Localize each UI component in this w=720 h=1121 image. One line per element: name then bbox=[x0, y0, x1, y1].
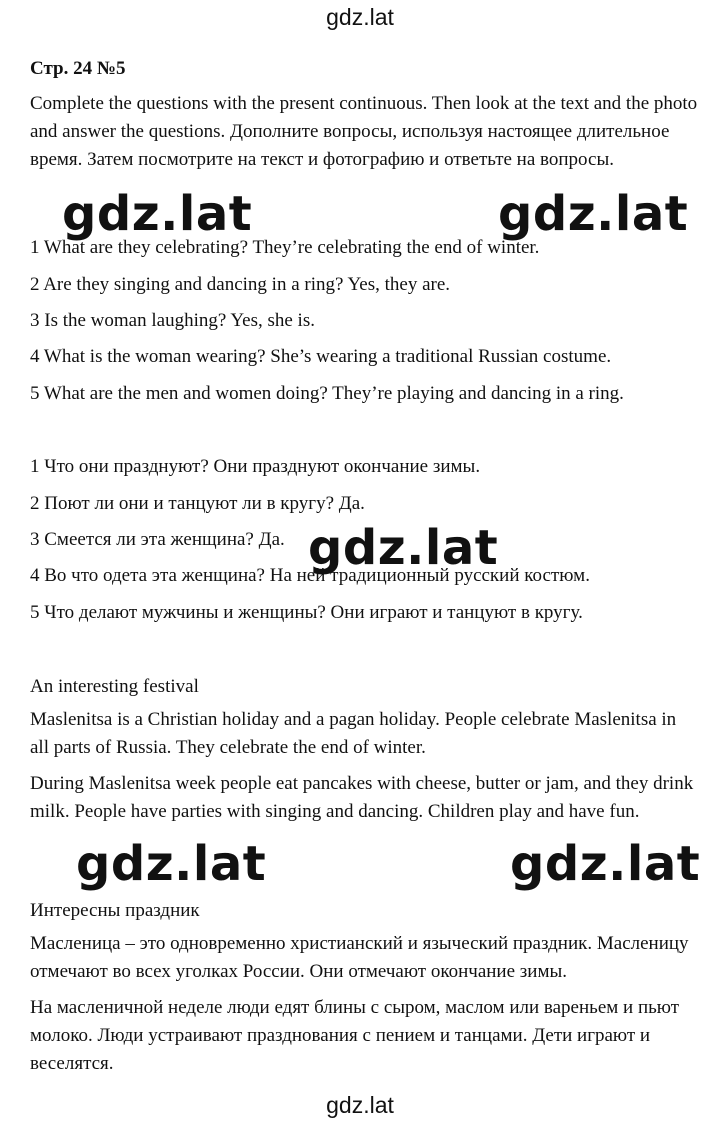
watermark: gdz.lat bbox=[76, 836, 267, 892]
site-label-top: gdz.lat bbox=[326, 4, 394, 30]
answer-ru-4: 4 Во что одета эта женщина? На ней традиционный русский костюм. bbox=[30, 565, 590, 586]
text-en-paragraph-1: Maslenitsa is a Christian holiday and a pagan holiday. People celebrate Maslenitsa in all parts of Russia. They celebrate the end of winter. bbox=[30, 709, 677, 758]
answer-en-4: 4 What is the woman wearing? She’s wearing a traditional Russian costume. bbox=[30, 346, 612, 367]
text-en-title: An interesting festival bbox=[30, 676, 199, 697]
answer-en-3: 3 Is the woman laughing? Yes, she is. bbox=[30, 310, 315, 331]
watermark: gdz.lat bbox=[308, 520, 499, 576]
answer-en-2: 2 Are they singing and dancing in a ring? Yes, they are. bbox=[30, 274, 451, 295]
answer-ru-3: 3 Смеется ли эта женщина? Да. bbox=[30, 529, 285, 550]
watermark: gdz.lat bbox=[62, 186, 253, 242]
watermark: gdz.lat bbox=[498, 186, 689, 242]
instructions-block bbox=[30, 90, 698, 182]
site-label-bottom: gdz.lat bbox=[326, 1092, 394, 1118]
answer-en-1: 1 What are they celebrating? They’re celebrating the end of winter. bbox=[30, 237, 540, 258]
text-en-paragraph-2: During Maslenitsa week people eat pancakes with cheese, butter or jam, and they drink milk. People have parties with singing and dancing. Children play and have fun. bbox=[30, 773, 694, 822]
text-ru-title: Интересны праздник bbox=[30, 900, 200, 921]
text-ru-paragraph-2: На масленичной неделе люди едят блины с сыром, маслом или вареньем и пьют молоко. Люди устраивают празднования с пением и танцами. Дети играют и веселятся. bbox=[30, 997, 680, 1074]
answer-ru-2: 2 Поют ли они и танцуют ли в кругу? Да. bbox=[30, 493, 365, 514]
answer-ru-1: 1 Что они празднуют? Они празднуют окончание зимы. bbox=[30, 456, 481, 477]
answer-ru-5: 5 Что делают мужчины и женщины? Они играют и танцуют в кругу. bbox=[30, 602, 583, 623]
instructions-text: Complete the questions with the present continuous. Then look at the text and the photo and answer the questions. Дополните вопросы, используя настоящее длительное время. Затем посмотрите на текст и фотографию и ответьте на вопросы. bbox=[30, 93, 698, 170]
text-ru-paragraph-1: Масленица – это одновременно христианский и языческий праздник. Масленицу отмечают во всех уголках России. Они отмечают окончание зимы. bbox=[30, 933, 689, 982]
answer-en-5: 5 What are the men and women doing? They’re playing and dancing in a ring. bbox=[30, 383, 624, 404]
watermark: gdz.lat bbox=[510, 836, 701, 892]
page-heading: Стр. 24 №5 bbox=[30, 58, 126, 79]
